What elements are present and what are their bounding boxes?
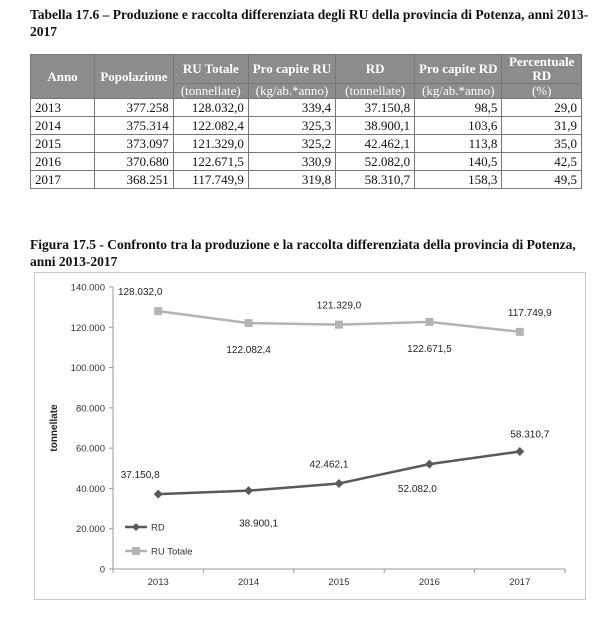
cell-ru-totale: 128.032,0 (173, 99, 248, 117)
cell-pro-capite-rd: 113,8 (415, 135, 502, 153)
cell-popolazione: 373.097 (95, 135, 174, 153)
unit-percentuale-rd: (%) (502, 84, 582, 99)
cell-pro-capite-rd: 103,6 (415, 117, 502, 135)
cell-percentuale-rd: 29,0 (502, 99, 582, 117)
header-anno: Anno (31, 55, 95, 99)
data-point-rd (515, 447, 524, 456)
unit-ru-totale: (tonnellate) (173, 84, 248, 99)
cell-pro-capite-ru: 325,3 (248, 117, 335, 135)
cell-percentuale-rd: 49,5 (502, 171, 582, 189)
data-point-rd (244, 486, 253, 495)
data-label-rd: 52.082,0 (397, 484, 437, 496)
table-row (31, 117, 582, 135)
cell-rd: 42.462,1 (336, 135, 415, 153)
cell-pro-capite-rd: 140,5 (415, 153, 502, 171)
cell-pro-capite-ru: 319,8 (248, 171, 335, 189)
cell-rd: 58.310,7 (336, 171, 415, 189)
data-label-ru-totale: 122.671,5 (407, 343, 452, 355)
cell-pro-capite-rd: 158,3 (415, 171, 502, 189)
cell-rd: 37.150,8 (336, 99, 415, 117)
y-tick-label: 0 (99, 564, 105, 576)
header-ru-totale: RU Totale (173, 55, 248, 84)
header-rd: RD (336, 55, 415, 84)
x-tick-label: 2015 (328, 577, 350, 588)
legend-label-ru-totale: RU Totale (151, 546, 193, 558)
header-percentuale-rd: Percentuale RD (502, 55, 582, 84)
y-tick-label: 120.000 (70, 322, 105, 334)
cell-pro-capite-ru: 330,9 (248, 153, 335, 171)
data-point-ru-totale (245, 319, 253, 327)
x-tick-label: 2016 (418, 577, 440, 588)
line-chart (34, 272, 586, 600)
data-point-ru-totale (335, 321, 343, 329)
data-label-rd: 42.462,1 (309, 459, 349, 471)
y-axis-title: tonnellate (49, 404, 60, 452)
y-tick-label: 80.000 (75, 403, 105, 415)
cell-popolazione: 370.680 (95, 153, 174, 171)
y-tick-label: 60.000 (75, 443, 105, 455)
data-point-ru-totale (516, 328, 524, 336)
data-label-rd: 38.900,1 (239, 518, 279, 530)
cell-percentuale-rd: 42,5 (502, 153, 582, 171)
data-point-rd (154, 490, 163, 499)
x-tick-label: 2014 (238, 577, 260, 588)
cell-ru-totale: 122.082,4 (173, 117, 248, 135)
data-point-rd (425, 460, 434, 469)
cell-anno: 2014 (31, 117, 95, 135)
legend-marker-ru-totale (132, 547, 140, 555)
data-label-ru-totale: 128.032,0 (117, 287, 163, 299)
table-row (31, 99, 582, 117)
x-tick-label: 2017 (509, 577, 531, 588)
cell-ru-totale: 117.749,9 (173, 171, 248, 189)
data-point-ru-totale (154, 307, 162, 315)
data-table (30, 54, 582, 189)
y-tick-label: 20.000 (75, 524, 105, 536)
unit-rd: (tonnellate) (336, 84, 415, 99)
cell-percentuale-rd: 31,9 (502, 117, 582, 135)
header-pro-capite-ru: Pro capite RU (248, 55, 335, 84)
data-label-rd: 37.150,8 (120, 470, 160, 482)
cell-anno: 2017 (31, 171, 95, 189)
y-tick-label: 100.000 (70, 363, 105, 375)
unit-pro-capite-ru: (kg/ab.*anno) (248, 84, 335, 99)
table-row (31, 171, 582, 189)
cell-ru-totale: 121.329,0 (173, 135, 248, 153)
data-label-rd: 58.310,7 (510, 429, 550, 441)
header-popolazione: Popolazione (95, 55, 174, 99)
cell-popolazione: 375.314 (95, 117, 174, 135)
data-point-ru-totale (425, 318, 433, 326)
unit-pro-capite-rd: (kg/ab.*anno) (415, 84, 502, 99)
cell-rd: 38.900,1 (336, 117, 415, 135)
x-tick-label: 2013 (147, 577, 169, 588)
cell-percentuale-rd: 35,0 (502, 135, 582, 153)
data-label-ru-totale: 117.749,9 (507, 307, 552, 319)
table-row (31, 135, 582, 153)
cell-pro-capite-ru: 339,4 (248, 99, 335, 117)
header-pro-capite-rd: Pro capite RD (415, 55, 502, 84)
cell-rd: 52.082,0 (336, 153, 415, 171)
data-label-ru-totale: 122.082,4 (226, 345, 271, 357)
y-tick-label: 40.000 (75, 483, 105, 495)
table-caption: Tabella 17.6 – Produzione e raccolta differenziata degli RU della provincia di Potenza, anni 2013-2017 (30, 7, 589, 39)
cell-popolazione: 377.258 (95, 99, 174, 117)
cell-anno: 2013 (31, 99, 95, 117)
cell-ru-totale: 122.671,5 (173, 153, 248, 171)
legend-label-rd: RD (151, 522, 165, 534)
table-header-row (31, 55, 582, 84)
legend-marker-rd (132, 523, 140, 531)
table-row (31, 153, 582, 171)
figure-caption: Figura 17.5 - Confronto tra la produzione e la raccolta differenziata della provincia di Potenza, anni 2013-2017 (30, 237, 576, 269)
y-tick-label: 140.000 (70, 282, 105, 294)
cell-anno: 2016 (31, 153, 95, 171)
cell-pro-capite-rd: 98,5 (415, 99, 502, 117)
cell-anno: 2015 (31, 135, 95, 153)
data-label-ru-totale: 121.329,0 (316, 300, 362, 312)
cell-pro-capite-ru: 325,2 (248, 135, 335, 153)
cell-popolazione: 368.251 (95, 171, 174, 189)
chart-svg (35, 273, 585, 599)
data-point-rd (335, 479, 344, 488)
